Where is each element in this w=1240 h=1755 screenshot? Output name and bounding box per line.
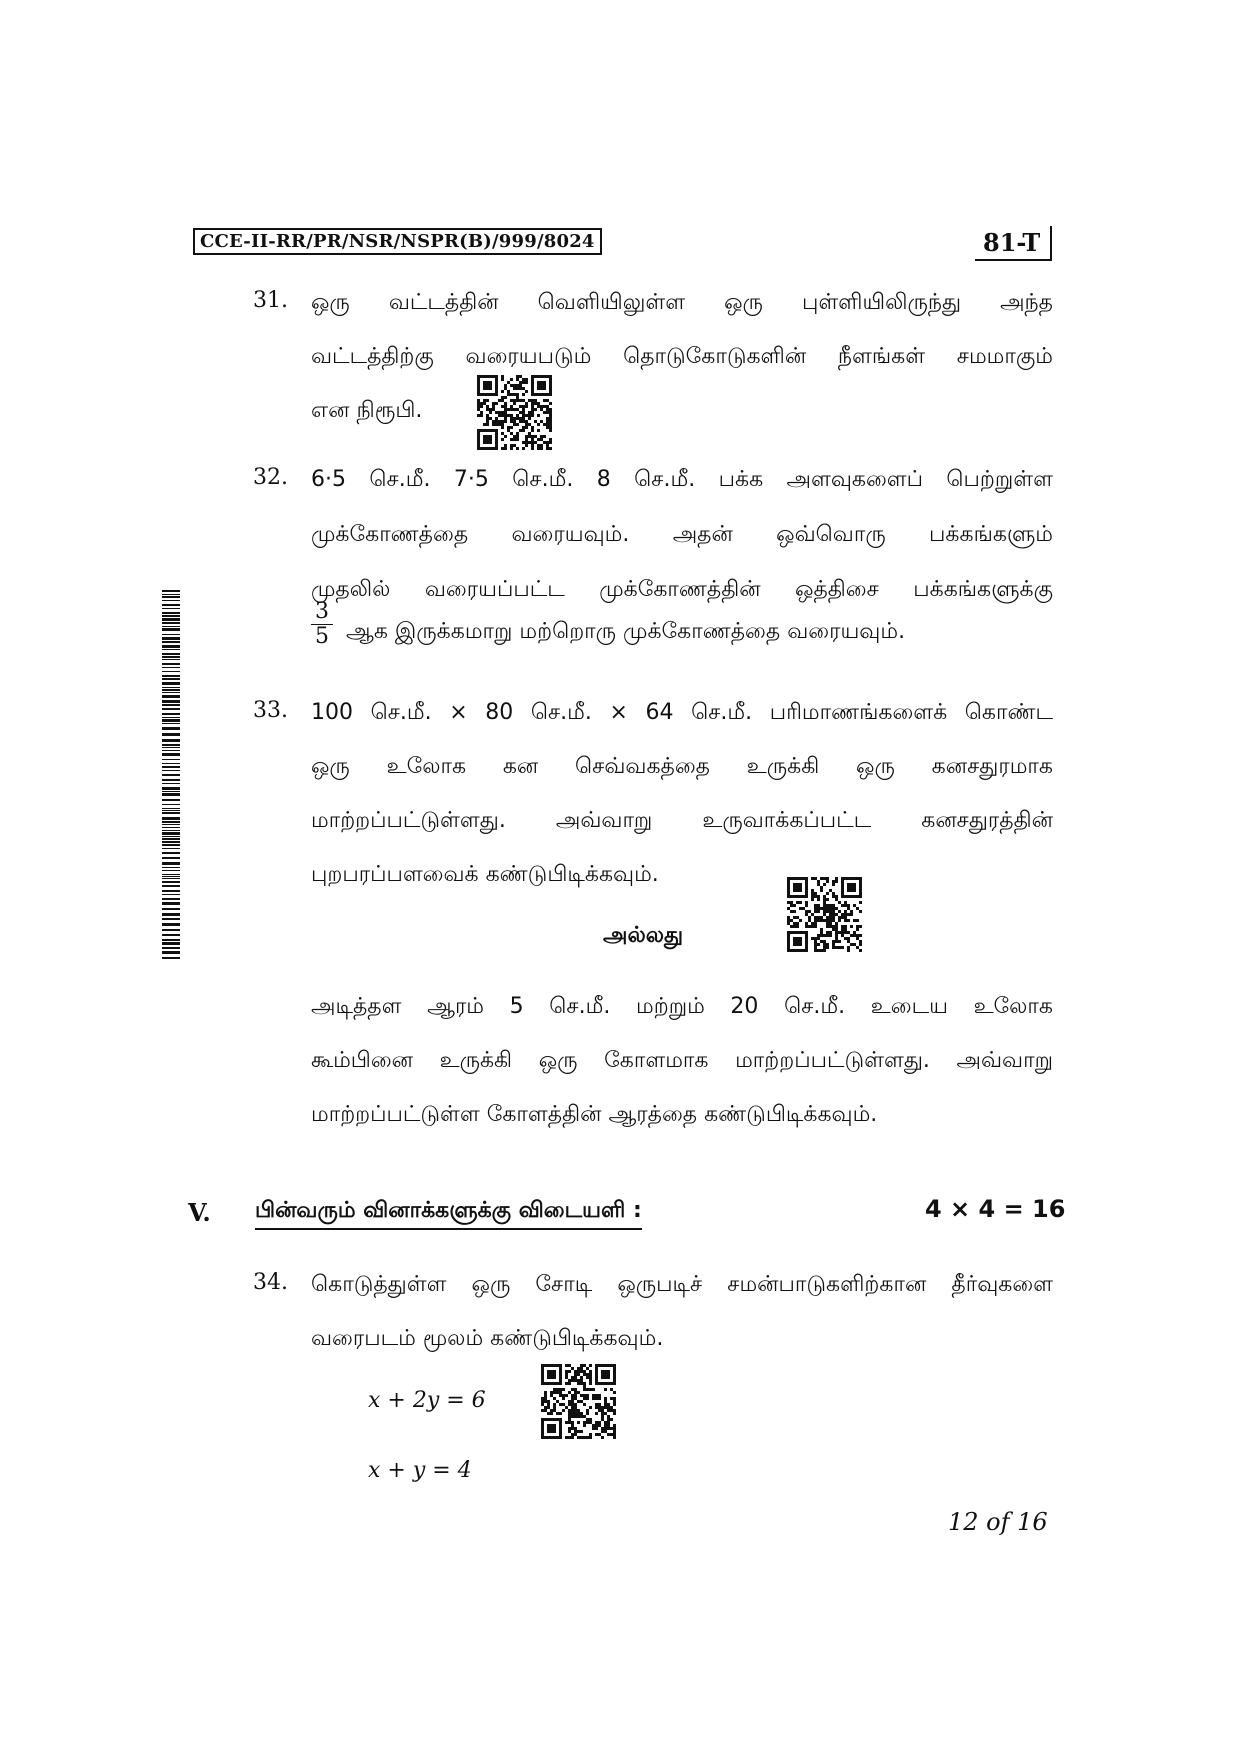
q33-line-1: 100 செ.மீ. × 80 செ.மீ. × 64 செ.மீ. பரிமாணங்களைக் கொண்ட xyxy=(311,700,1053,725)
paper-code: CCE-II-RR/PR/NSR/NSPR(B)/999/8024 xyxy=(193,228,602,255)
section-number: V. xyxy=(188,1198,211,1227)
subject-code: 81-T xyxy=(975,226,1052,261)
q32-number: 32. xyxy=(253,465,288,490)
q32-line-3: முதலில் வரையப்பட்ட முக்கோணத்தின் ஒத்திசை பக்கங்களுக்கு xyxy=(311,577,1053,602)
q33-alt-line-2: கூம்பினை உருக்கி ஒரு கோளமாக மாற்றப்பட்டுள்ளது. அவ்வாறு xyxy=(311,1048,1053,1073)
fraction-numerator: 3 xyxy=(311,600,333,625)
q33-alt-line-1: அடித்தள ஆரம் 5 செ.மீ. மற்றும் 20 செ.மீ. உடைய உலோக xyxy=(311,994,1053,1019)
qr-code-icon xyxy=(787,877,862,952)
qr-code-icon xyxy=(541,1364,616,1439)
q34-line-1: கொடுத்துள்ள ஒரு சோடி ஒருபடிச் சமன்பாடுகளிற்கான தீர்வுகளை xyxy=(311,1272,1053,1297)
qr-code-icon xyxy=(477,375,552,450)
section-title: பின்வரும் வினாக்களுக்கு விடையளி : xyxy=(255,1198,642,1230)
equation-1: x + 2y = 6 xyxy=(368,1388,486,1413)
barcode-image xyxy=(162,590,180,960)
q31-line-1: ஒரு வட்டத்தின் வெளியிலுள்ள ஒரு புள்ளியிலிருந்து அந்த xyxy=(311,290,1053,315)
q33-line-4: புறபரப்பளவைக் கண்டுபிடிக்கவும். xyxy=(311,862,659,887)
q31-line-2: வட்டத்திற்கு வரையபடும் தொடுகோடுகளின் நீளங்கள் சமமாகும் xyxy=(311,344,1053,369)
fraction-three-fifths xyxy=(311,600,333,649)
q32-line-4: ஆக இருக்கமாறு மற்றொரு முக்கோணத்தை வரையவும். xyxy=(346,619,906,644)
q34-number: 34. xyxy=(253,1270,288,1295)
q33-line-2: ஒரு உலோக கன செவ்வகத்தை உருக்கி ஒரு கனசதுரமாக xyxy=(311,754,1053,779)
q33-number: 33. xyxy=(253,698,288,723)
q33-line-3: மாற்றப்பட்டுள்ளது. அவ்வாறு உருவாக்கப்பட்ட கனசதுரத்தின் xyxy=(311,808,1053,833)
q31-line-3: என நிரூபி. xyxy=(311,398,423,423)
equation-2: x + y = 4 xyxy=(368,1458,472,1483)
or-label: அல்லது xyxy=(603,923,684,948)
section-marks: 4 × 4 = 16 xyxy=(925,1195,1066,1223)
q34-line-2: வரைபடம் மூலம் கண்டுபிடிக்கவும். xyxy=(311,1326,664,1351)
fraction-denominator: 5 xyxy=(315,624,329,649)
q32-line-1: 6·5 செ.மீ. 7·5 செ.மீ. 8 செ.மீ. பக்க அளவுகளைப் பெற்றுள்ள xyxy=(311,467,1053,492)
q31-number: 31. xyxy=(253,288,288,313)
q32-line-2: முக்கோணத்தை வரையவும். அதன் ஒவ்வொரு பக்கங்களும் xyxy=(311,522,1053,547)
page-number: 12 of 16 xyxy=(948,1508,1048,1536)
q33-alt-line-3: மாற்றப்பட்டுள்ள கோளத்தின் ஆரத்தை கண்டுபிடிக்கவும். xyxy=(311,1102,878,1127)
